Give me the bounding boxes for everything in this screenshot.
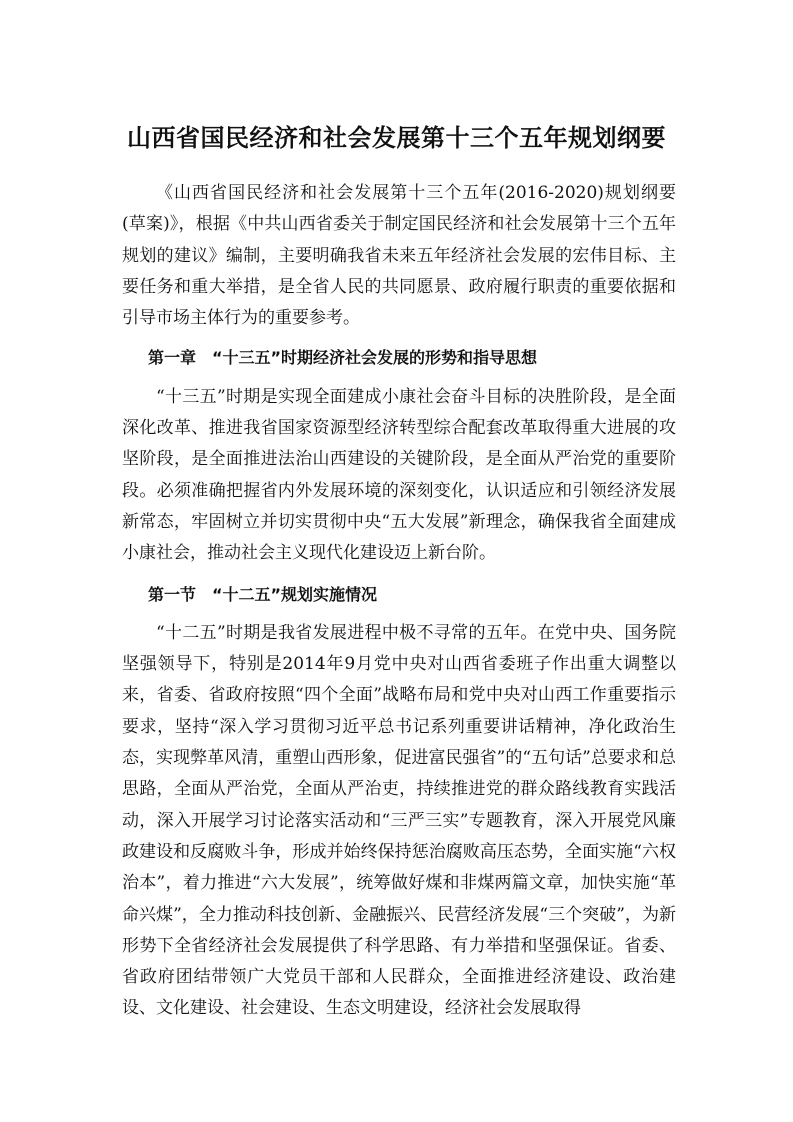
section-heading: 第一节 “十二五”规划实施情况 xyxy=(148,584,378,604)
chapter-paragraph: “十三五”时期是实现全面建成小康社会奋斗目标的决胜阶段，是全面深化改革、推进我省国家资源型经济转型综合配套改革取得重大进展的攻坚阶段，是全面推进法治山西建设的关键阶段，是全面从严治党的重要阶段。必须准确把握省内外发展环境的深刻变化，认识适应和引领经济发展新常态，牢固树立并切实贯彻中央“五大发展”新理念，确保我省全面建成小康社会，推动社会主义现代化建设迈上新台阶。 xyxy=(122,386,676,564)
intro-paragraph: 《山西省国民经济和社会发展第十三个五年(2016-2020)规划纲要(草案)》，根据《中共山西省委关于制定国民经济和社会发展第十三个五年规划的建议》编制，主要明确我省未来五年经济社会发展的宏伟目标、主要任务和重大举措，是全省人民的共同愿景、政府履行职责的重要依据和引导市场主体行为的重要参考。 xyxy=(122,183,676,329)
document-title: 山西省国民经济和社会发展第十三个五年规划纲要 xyxy=(127,124,666,152)
document-body xyxy=(122,178,676,1025)
chapter-heading: 第一章 “十三五”时期经济社会发展的形势和指导思想 xyxy=(148,348,538,368)
section-paragraph: “十二五”时期是我省发展进程中极不寻常的五年。在党中央、国务院坚强领导下，特别是2014年9月党中央对山西省委班子作出重大调整以来，省委、省政府按照“四个全面”战略布局和党中央对山西工作重要指示要求，坚持“深入学习贯彻习近平总书记系列重要讲话精神，净化政治生态，实现弊革风清，重塑山西形象，促进富民强省”的“五句话”总要求和总思路，全面从严治党，全面从严治吏，持续推进党的群众路线教育实践活动，深入开展学习讨论落实活动和“三严三实”专题教育，深入开展党风廉政建设和反腐败斗争，形成并始终保持惩治腐败高压态势，全面实施“六权治本”，着力推进“六大发展”，统筹做好煤和非煤两篇文章，加快实施“革命兴煤”，全力推动科技创新、金融振兴、民营经济发展“三个突破”，为新形势下全省经济社会发展提供了科学思路、有力举措和坚强保证。省委、省政府团结带领广大党员干部和人民群众，全面推进经济建设、政治建设、文化建设、社会建设、生态文明建设，经济社会发展取得 xyxy=(122,622,676,1019)
